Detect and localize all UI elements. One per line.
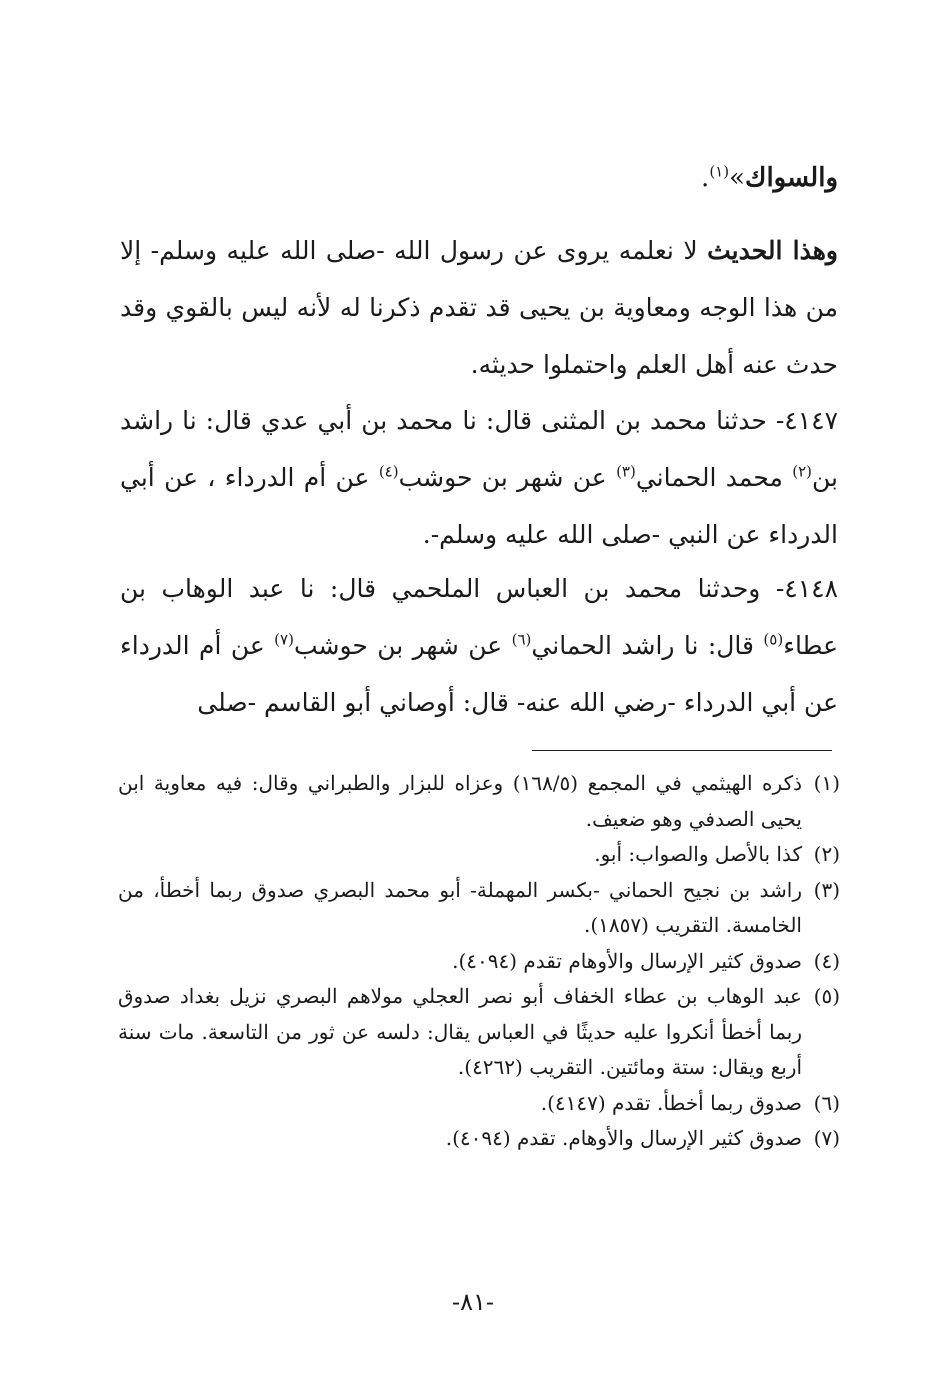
hadith-text: عن أم الدرداء ، عن أبي الدرداء عن النبي -صلى الله عليه وسلم-. [120,463,838,549]
footnote-number: (٦) [813,1090,840,1115]
hadith-text: محمد الحماني [635,463,793,492]
footnote-divider [532,750,832,751]
footnote-2 [118,837,840,873]
hadith-4148 [120,560,838,731]
footnote-7 [118,1121,840,1157]
footnote-text: صدوق ربما أخطأ. تقدم (٤١٤٧). [540,1090,802,1115]
footnote-ref-7: (٧) [274,630,294,649]
footnote-number: (٤) [813,948,840,973]
footnote-ref-5: (٥) [763,630,784,649]
hadith-4147 [120,392,838,563]
footnote-number: (٥) [813,984,840,1008]
closing-quote: » [729,163,746,193]
footnote-ref-2: (٢) [792,462,812,481]
paragraph-text: لا نعلمه يروى عن رسول الله -صلى الله عليه وسلم- إلا من هذا الوجه ومعاوية بن يحيى قد تقدم ذكرنا له لأنه ليس بالقوي وقد حدث عنه أهل العلم واحتملوا حديثه. [120,236,838,379]
footnote-text: ذكره الهيثمي في المجمع (١٦٨/٥) وعزاه للبزار والطبراني وقال: فيه معاوية ابن يحيى الصدفي وهو ضعيف. [118,771,802,831]
footnote-text: صدوق كثير الإرسال والأوهام تقدم (٤٠٩٤). [452,948,802,973]
footnote-text: كذا بالأصل والصواب: أبو. [594,842,802,866]
footnote-3 [118,873,840,944]
hadith-text: عن أم الدرداء عن أبي الدرداء -رضي الله عنه- قال: أوصاني أبو القاسم -صلى [120,631,838,717]
footnote-number: (١) [813,771,840,795]
footnote-number: (٣) [813,877,840,902]
footnote-ref-1: (١) [709,162,730,181]
footnote-text: صدوق كثير الإرسال والأوهام. تقدم (٤٠٩٤). [445,1126,802,1150]
hadith-text: ٤١٤٧- حدثنا محمد بن المثنى قال: نا محمد بن أبي عدي قال: نا راشد بن [120,406,838,492]
footnote-number: (٢) [813,842,840,866]
paragraph-lead: وهذا الحديث [707,236,838,265]
opening-word: والسواك [745,163,838,193]
footnote-4 [118,944,840,980]
hadith-text: ٤١٤٨- وحدثنا محمد بن العباس الملحمي قال: نا عبد الوهاب بن عطاء [120,574,838,660]
footnote-ref-6: (٦) [511,630,532,649]
footnote-text: راشد بن نجيح الحماني -بكسر المهملة- أبو محمد البصري صدوق ربما أخطأ، من الخامسة. التقريب (١٨٥٧). [118,877,802,937]
footnote-5 [118,979,840,1086]
hadith-text: عن شهر بن حوشب [398,463,617,492]
hadith-text: قال: نا راشد الحماني [531,631,764,660]
footnote-1 [118,766,840,837]
opening-line [120,150,838,207]
footnote-ref-3: (٣) [616,462,636,481]
footnote-ref-4: (٤) [378,462,399,481]
footnote-6 [118,1086,840,1122]
footnote-text: عبد الوهاب بن عطاء الخفاف أبو نصر العجلي مولاهم البصري نزيل بغداد صدوق ربما أخطأ أنكروا عليه حديثًا في العباس يقال: دلسه عن ثور من التاسعة. مات سنة أربع ويقال: ستة ومائتين. التقريب (٤٢٦٢). [118,984,802,1079]
footnotes-list [118,766,840,1157]
page-number: -٨١- [452,1288,494,1316]
paragraph-commentary [120,222,838,393]
opening-period: . [701,163,710,193]
hadith-text: عن شهر بن حوشب [293,631,512,660]
footnote-number: (٧) [813,1126,840,1150]
